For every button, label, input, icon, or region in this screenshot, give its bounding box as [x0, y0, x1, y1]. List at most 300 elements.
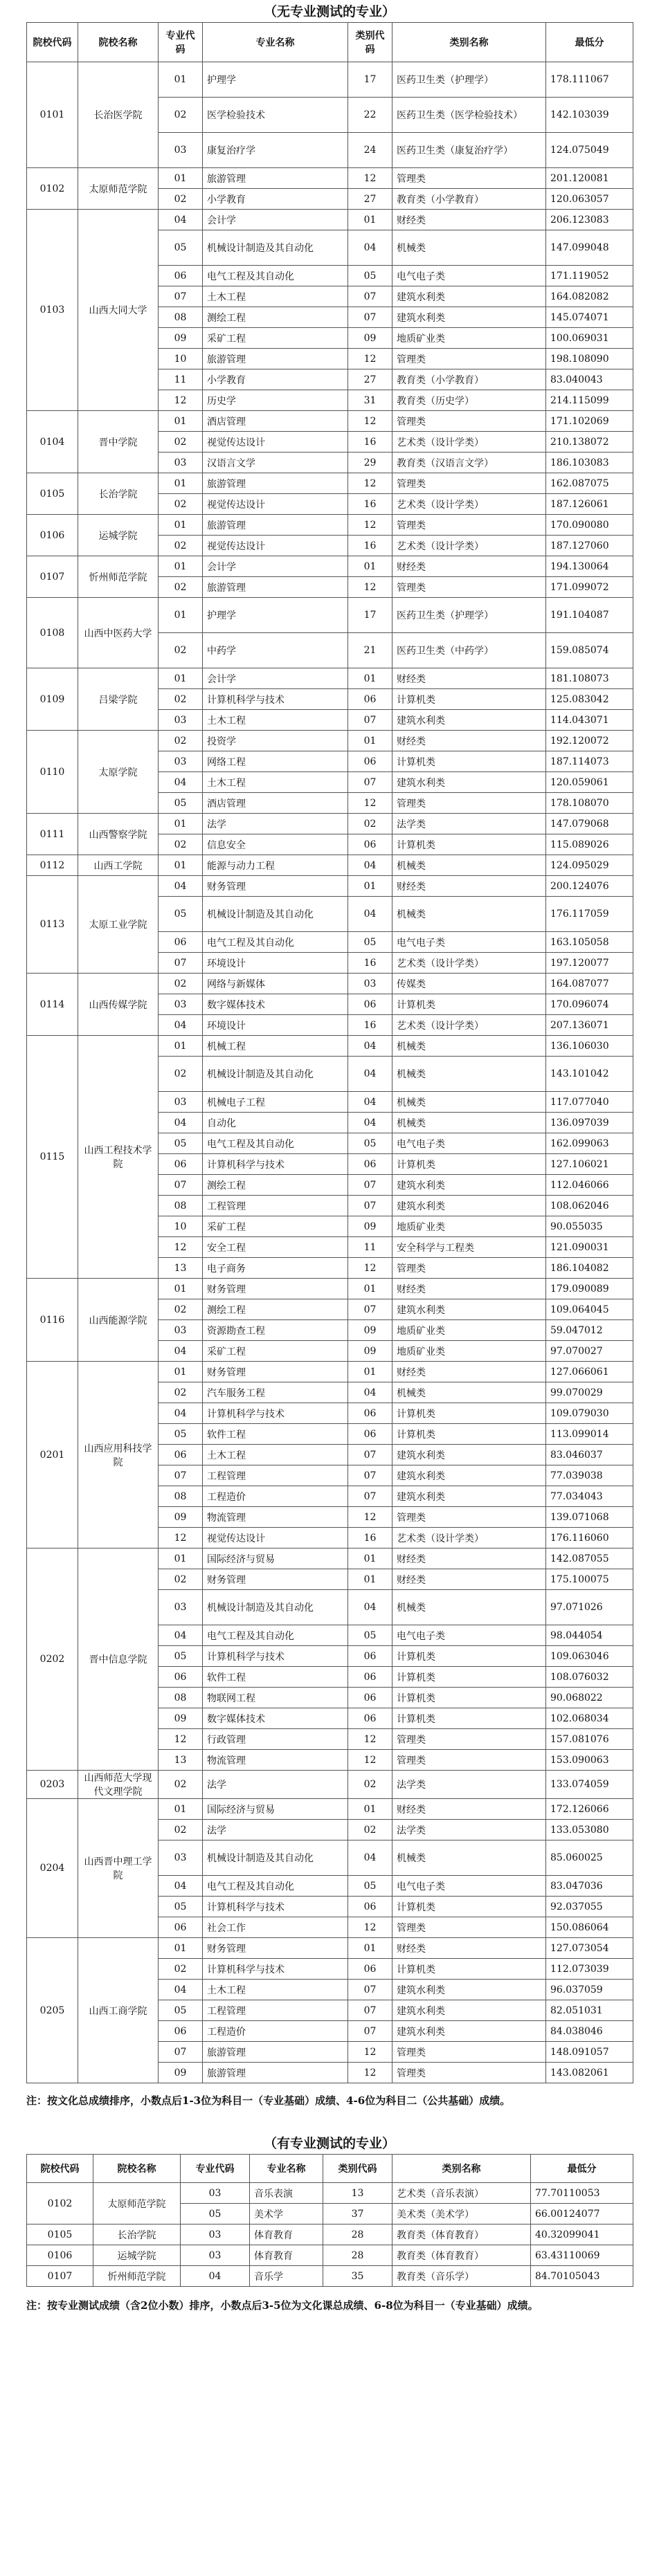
category-code-cell: 07 — [348, 1299, 392, 1320]
major-code-cell: 09 — [159, 1708, 203, 1729]
min-score-cell: 171.102069 — [546, 411, 633, 432]
min-score-cell: 172.126066 — [546, 1799, 633, 1820]
major-name-cell: 医学检验技术 — [203, 98, 348, 133]
major-name-cell: 中药学 — [203, 633, 348, 668]
major-name-cell: 采矿工程 — [203, 1341, 348, 1362]
category-code-cell: 05 — [348, 932, 392, 953]
school-code-cell: 0107 — [27, 2266, 93, 2287]
category-name-cell: 建筑水利类 — [392, 1445, 546, 1465]
category-code-cell: 12 — [348, 1750, 392, 1771]
major-code-cell: 05 — [159, 897, 203, 932]
major-name-cell: 电气工程及其自动化 — [203, 932, 348, 953]
min-score-cell: 198.108090 — [546, 349, 633, 369]
category-code-cell: 24 — [348, 133, 392, 168]
table-row — [27, 1279, 633, 1299]
min-score-cell: 124.075049 — [546, 133, 633, 168]
category-name-cell: 财经类 — [392, 876, 546, 897]
major-name-cell: 土木工程 — [203, 1445, 348, 1465]
category-code-cell: 31 — [348, 390, 392, 411]
min-score-cell: 148.091057 — [546, 2042, 633, 2063]
table-row — [27, 411, 633, 432]
major-name-cell: 计算机科学与技术 — [203, 1403, 348, 1424]
school-code-cell: 0110 — [27, 731, 78, 814]
major-name-cell: 物联网工程 — [203, 1688, 348, 1708]
min-score-cell: 157.081076 — [546, 1729, 633, 1750]
min-score-cell: 90.055035 — [546, 1216, 633, 1237]
major-code-cell: 01 — [159, 598, 203, 633]
category-name-cell: 财经类 — [392, 1279, 546, 1299]
table-row — [27, 2266, 633, 2287]
min-score-cell: 109.063046 — [546, 1646, 633, 1667]
min-score-cell: 159.085074 — [546, 633, 633, 668]
major-name-cell: 机械设计制造及其自动化 — [203, 897, 348, 932]
school-name-cell: 晋中学院 — [78, 411, 159, 473]
category-name-cell: 教育类（汉语言文学） — [392, 453, 546, 473]
major-name-cell: 资源勘查工程 — [203, 1320, 348, 1341]
major-code-cell: 01 — [159, 168, 203, 189]
major-name-cell: 土木工程 — [203, 710, 348, 731]
category-name-cell: 建筑水利类 — [392, 772, 546, 793]
major-name-cell: 会计学 — [203, 210, 348, 230]
min-score-cell: 98.044054 — [546, 1625, 633, 1646]
major-code-cell: 12 — [159, 390, 203, 411]
min-score-cell: 178.111067 — [546, 62, 633, 98]
table-row — [27, 598, 633, 633]
min-score-cell: 124.095029 — [546, 855, 633, 876]
major-name-cell: 视觉传达设计 — [203, 432, 348, 453]
category-name-cell: 计算机类 — [392, 1688, 546, 1708]
major-name-cell: 工程管理 — [203, 1465, 348, 1486]
category-code-cell: 28 — [323, 2245, 392, 2266]
school-code-cell: 0102 — [27, 2183, 93, 2225]
major-code-cell: 02 — [159, 1299, 203, 1320]
section2-title: （有专业测试的专业） — [263, 2136, 395, 2151]
min-score-cell: 164.087077 — [546, 974, 633, 994]
major-code-cell: 06 — [159, 266, 203, 286]
school-name-cell: 太原学院 — [78, 731, 159, 814]
major-name-cell: 工程造价 — [203, 1486, 348, 1507]
header-major-name: 专业名称 — [250, 2155, 323, 2183]
category-code-cell: 16 — [348, 432, 392, 453]
major-code-cell: 02 — [159, 98, 203, 133]
category-name-cell: 管理类 — [392, 1729, 546, 1750]
major-name-cell: 测绘工程 — [203, 307, 348, 328]
category-code-cell: 35 — [323, 2266, 392, 2287]
category-code-cell: 37 — [323, 2204, 392, 2225]
min-score-cell: 162.087075 — [546, 473, 633, 494]
major-code-cell: 08 — [159, 1688, 203, 1708]
min-score-cell: 121.090031 — [546, 1237, 633, 1258]
major-name-cell: 安全工程 — [203, 1237, 348, 1258]
major-code-cell: 09 — [159, 1507, 203, 1528]
major-code-cell: 01 — [159, 855, 203, 876]
major-name-cell: 康复治疗学 — [203, 133, 348, 168]
category-code-cell: 21 — [348, 633, 392, 668]
category-name-cell: 教育类（历史学） — [392, 390, 546, 411]
category-name-cell: 机械类 — [392, 855, 546, 876]
min-score-cell: 77.039038 — [546, 1465, 633, 1486]
category-name-cell: 医药卫生类（医学检验技术） — [392, 98, 546, 133]
category-code-cell: 07 — [348, 1980, 392, 2000]
major-code-cell: 02 — [159, 974, 203, 994]
category-code-cell: 01 — [348, 210, 392, 230]
major-name-cell: 土木工程 — [203, 286, 348, 307]
table-note: 注：按文化总成绩排序，小数点后1-3位为科目一（专业基础）成绩、4-6位为科目二（公共基础）成绩。 — [26, 2094, 511, 2107]
category-code-cell: 09 — [348, 328, 392, 349]
school-name-cell: 晋中信息学院 — [78, 1549, 159, 1771]
category-name-cell: 计算机类 — [392, 1897, 546, 1917]
category-code-cell: 07 — [348, 1175, 392, 1196]
table-row — [27, 473, 633, 494]
min-score-cell: 164.082082 — [546, 286, 633, 307]
category-code-cell: 16 — [348, 536, 392, 556]
min-score-cell: 187.126061 — [546, 494, 633, 515]
category-code-cell: 12 — [348, 168, 392, 189]
min-score-cell: 139.071068 — [546, 1507, 633, 1528]
category-code-cell: 04 — [348, 1590, 392, 1625]
major-name-cell: 旅游管理 — [203, 168, 348, 189]
category-name-cell: 财经类 — [392, 1362, 546, 1382]
major-code-cell: 05 — [181, 2204, 250, 2225]
category-name-cell: 管理类 — [392, 411, 546, 432]
category-name-cell: 计算机类 — [392, 1403, 546, 1424]
major-name-cell: 汽车服务工程 — [203, 1382, 348, 1403]
category-code-cell: 16 — [348, 1528, 392, 1549]
table-row — [27, 668, 633, 689]
min-score-cell: 179.090089 — [546, 1279, 633, 1299]
min-score-cell: 40.32099041 — [531, 2225, 633, 2245]
major-code-cell: 04 — [159, 1980, 203, 2000]
table-row — [27, 1799, 633, 1820]
school-code-cell: 0111 — [27, 814, 78, 855]
school-code-cell: 0106 — [27, 2245, 93, 2266]
category-name-cell: 地质矿业类 — [392, 1341, 546, 1362]
header-category-name: 类别名称 — [392, 2155, 531, 2183]
major-code-cell: 02 — [159, 1569, 203, 1590]
category-name-cell: 财经类 — [392, 1569, 546, 1590]
major-code-cell: 05 — [159, 1133, 203, 1154]
major-code-cell: 05 — [159, 230, 203, 266]
header-major-code: 专业代码 — [159, 23, 203, 62]
header-major-code: 专业代码 — [181, 2155, 250, 2183]
min-score-cell: 192.120072 — [546, 731, 633, 751]
min-score-cell: 206.123083 — [546, 210, 633, 230]
major-code-cell: 02 — [159, 432, 203, 453]
header-school-code: 院校代码 — [27, 23, 78, 62]
header-category-code: 类别代码 — [348, 23, 392, 62]
category-name-cell: 教育类（体育教育） — [392, 2225, 531, 2245]
table-row — [27, 876, 633, 897]
table-row — [27, 2245, 633, 2266]
major-name-cell: 环境设计 — [203, 1015, 348, 1036]
category-code-cell: 27 — [348, 189, 392, 210]
min-score-cell: 117.077040 — [546, 1092, 633, 1113]
category-code-cell: 06 — [348, 1897, 392, 1917]
category-code-cell: 01 — [348, 1569, 392, 1590]
category-name-cell: 计算机类 — [392, 1708, 546, 1729]
major-name-cell: 机械设计制造及其自动化 — [203, 230, 348, 266]
school-name-cell: 太原师范学院 — [93, 2183, 181, 2225]
category-code-cell: 12 — [348, 515, 392, 536]
category-code-cell: 06 — [348, 994, 392, 1015]
table-row — [27, 210, 633, 230]
category-name-cell: 教育类（小学教育） — [392, 369, 546, 390]
min-score-cell: 176.117059 — [546, 897, 633, 932]
major-code-cell: 01 — [159, 1799, 203, 1820]
category-name-cell: 建筑水利类 — [392, 307, 546, 328]
category-name-cell: 计算机类 — [392, 834, 546, 855]
major-code-cell: 05 — [159, 1424, 203, 1445]
min-score-cell: 145.074071 — [546, 307, 633, 328]
major-name-cell: 旅游管理 — [203, 473, 348, 494]
category-code-cell: 09 — [348, 1216, 392, 1237]
major-code-cell: 02 — [159, 189, 203, 210]
category-name-cell: 管理类 — [392, 349, 546, 369]
min-score-cell: 127.106021 — [546, 1154, 633, 1175]
major-name-cell: 护理学 — [203, 598, 348, 633]
major-name-cell: 视觉传达设计 — [203, 536, 348, 556]
min-score-cell: 142.103039 — [546, 98, 633, 133]
category-code-cell: 12 — [348, 1507, 392, 1528]
major-name-cell: 采矿工程 — [203, 1216, 348, 1237]
category-name-cell: 计算机类 — [392, 1667, 546, 1688]
category-name-cell: 地质矿业类 — [392, 1216, 546, 1237]
school-name-cell: 山西工商学院 — [78, 1938, 159, 2083]
major-name-cell: 机械设计制造及其自动化 — [203, 1057, 348, 1092]
major-code-cell: 02 — [159, 494, 203, 515]
min-score-cell: 142.087055 — [546, 1549, 633, 1569]
major-code-cell: 04 — [159, 876, 203, 897]
major-name-cell: 财务管理 — [203, 1569, 348, 1590]
major-name-cell: 计算机科学与技术 — [203, 689, 348, 710]
table-body — [27, 62, 633, 2083]
min-score-cell: 112.073039 — [546, 1959, 633, 1980]
category-name-cell: 管理类 — [392, 2063, 546, 2083]
major-code-cell: 01 — [159, 62, 203, 98]
major-code-cell: 13 — [159, 1258, 203, 1279]
major-name-cell: 软件工程 — [203, 1667, 348, 1688]
min-score-cell: 136.097039 — [546, 1113, 633, 1133]
major-name-cell: 护理学 — [203, 62, 348, 98]
min-score-cell: 186.104082 — [546, 1258, 633, 1279]
min-score-cell: 109.079030 — [546, 1403, 633, 1424]
category-name-cell: 管理类 — [392, 473, 546, 494]
category-name-cell: 电气电子类 — [392, 1876, 546, 1897]
major-name-cell: 软件工程 — [203, 1424, 348, 1445]
school-name-cell: 长治学院 — [93, 2225, 181, 2245]
category-code-cell: 07 — [348, 307, 392, 328]
min-score-cell: 170.096074 — [546, 994, 633, 1015]
major-name-cell: 体育教育 — [250, 2245, 323, 2266]
category-name-cell: 艺术类（音乐表演） — [392, 2183, 531, 2204]
min-score-cell: 77.70110053 — [531, 2183, 633, 2204]
table-body — [27, 2183, 633, 2287]
major-name-cell: 财务管理 — [203, 1938, 348, 1959]
category-code-cell: 06 — [348, 751, 392, 772]
category-code-cell: 12 — [348, 2063, 392, 2083]
major-code-cell: 01 — [159, 1279, 203, 1299]
major-name-cell: 测绘工程 — [203, 1299, 348, 1320]
school-name-cell: 山西能源学院 — [78, 1279, 159, 1362]
min-score-cell: 96.037059 — [546, 1980, 633, 2000]
min-score-cell: 200.124076 — [546, 876, 633, 897]
category-name-cell: 医药卫生类（中药学） — [392, 633, 546, 668]
category-code-cell: 12 — [348, 1258, 392, 1279]
min-score-cell: 207.136071 — [546, 1015, 633, 1036]
min-score-cell: 109.064045 — [546, 1299, 633, 1320]
major-name-cell: 音乐学 — [250, 2266, 323, 2287]
category-name-cell: 财经类 — [392, 556, 546, 577]
major-code-cell: 07 — [159, 953, 203, 974]
major-code-cell: 04 — [159, 1625, 203, 1646]
min-score-cell: 102.068034 — [546, 1708, 633, 1729]
category-name-cell: 电气电子类 — [392, 932, 546, 953]
min-score-cell: 176.116060 — [546, 1528, 633, 1549]
table-row — [27, 62, 633, 98]
category-name-cell: 机械类 — [392, 1057, 546, 1092]
school-name-cell: 山西警察学院 — [78, 814, 159, 855]
header-min-score: 最低分 — [531, 2155, 633, 2183]
category-code-cell: 06 — [348, 1959, 392, 1980]
table-row — [27, 1036, 633, 1057]
major-name-cell: 环境设计 — [203, 953, 348, 974]
category-name-cell: 地质矿业类 — [392, 328, 546, 349]
school-code-cell: 0108 — [27, 598, 78, 668]
major-name-cell: 计算机科学与技术 — [203, 1897, 348, 1917]
major-code-cell: 04 — [159, 1113, 203, 1133]
category-code-cell: 04 — [348, 1036, 392, 1057]
min-score-cell: 187.114073 — [546, 751, 633, 772]
category-code-cell: 07 — [348, 710, 392, 731]
school-code-cell: 0104 — [27, 411, 78, 473]
category-code-cell: 12 — [348, 349, 392, 369]
major-code-cell: 04 — [159, 772, 203, 793]
min-score-cell: 163.105058 — [546, 932, 633, 953]
category-name-cell: 艺术类（设计学类） — [392, 1528, 546, 1549]
school-code-cell: 0112 — [27, 855, 78, 876]
min-score-cell: 84.70105043 — [531, 2266, 633, 2287]
min-score-cell: 120.059061 — [546, 772, 633, 793]
min-score-cell: 108.076032 — [546, 1667, 633, 1688]
min-score-cell: 210.138072 — [546, 432, 633, 453]
header-major-name: 专业名称 — [203, 23, 348, 62]
header-school-name: 院校名称 — [78, 23, 159, 62]
min-score-cell: 77.034043 — [546, 1486, 633, 1507]
major-code-cell: 04 — [159, 1403, 203, 1424]
min-score-cell: 97.070027 — [546, 1341, 633, 1362]
category-code-cell: 12 — [348, 1729, 392, 1750]
header-school-code: 院校代码 — [27, 2155, 93, 2183]
category-code-cell: 01 — [348, 1362, 392, 1382]
major-name-cell: 电气工程及其自动化 — [203, 1876, 348, 1897]
table-row — [27, 2183, 633, 2204]
category-code-cell: 07 — [348, 1196, 392, 1216]
header-category-name: 类别名称 — [392, 23, 546, 62]
min-score-cell: 147.079068 — [546, 814, 633, 834]
category-code-cell: 04 — [348, 1382, 392, 1403]
major-name-cell: 旅游管理 — [203, 2063, 348, 2083]
category-name-cell: 艺术类（设计学类） — [392, 494, 546, 515]
major-name-cell: 自动化 — [203, 1113, 348, 1133]
school-name-cell: 长治学院 — [78, 473, 159, 515]
table-header-row — [27, 2155, 633, 2183]
category-code-cell: 16 — [348, 953, 392, 974]
min-score-cell: 120.063057 — [546, 189, 633, 210]
min-score-cell: 178.108070 — [546, 793, 633, 814]
category-code-cell: 22 — [348, 98, 392, 133]
category-name-cell: 财经类 — [392, 1799, 546, 1820]
major-name-cell: 历史学 — [203, 390, 348, 411]
category-code-cell: 13 — [323, 2183, 392, 2204]
category-name-cell: 医药卫生类（护理学） — [392, 598, 546, 633]
category-code-cell: 06 — [348, 689, 392, 710]
table-row — [27, 1549, 633, 1569]
category-code-cell: 04 — [348, 1113, 392, 1133]
category-name-cell: 财经类 — [392, 1549, 546, 1569]
table-row — [27, 515, 633, 536]
category-name-cell: 建筑水利类 — [392, 1465, 546, 1486]
major-code-cell: 03 — [159, 1092, 203, 1113]
major-name-cell: 会计学 — [203, 668, 348, 689]
min-score-cell: 201.120081 — [546, 168, 633, 189]
category-code-cell: 04 — [348, 1092, 392, 1113]
major-name-cell: 体育教育 — [250, 2225, 323, 2245]
major-code-cell: 07 — [159, 286, 203, 307]
min-score-cell: 143.101042 — [546, 1057, 633, 1092]
major-name-cell: 机械电子工程 — [203, 1092, 348, 1113]
table-row — [27, 168, 633, 189]
min-score-cell: 125.083042 — [546, 689, 633, 710]
category-name-cell: 艺术类（设计学类） — [392, 1015, 546, 1036]
min-score-cell: 171.099072 — [546, 577, 633, 598]
category-name-cell: 教育类（音乐学） — [392, 2266, 531, 2287]
min-score-cell: 170.090080 — [546, 515, 633, 536]
school-name-cell: 山西大同大学 — [78, 210, 159, 411]
category-name-cell: 管理类 — [392, 577, 546, 598]
min-score-cell: 133.074059 — [546, 1771, 633, 1799]
major-code-cell: 08 — [159, 307, 203, 328]
category-name-cell: 建筑水利类 — [392, 1980, 546, 2000]
school-name-cell: 长治医学院 — [78, 62, 159, 168]
major-name-cell: 电气工程及其自动化 — [203, 266, 348, 286]
major-code-cell: 03 — [159, 994, 203, 1015]
min-score-cell: 187.127060 — [546, 536, 633, 556]
major-name-cell: 视觉传达设计 — [203, 494, 348, 515]
category-code-cell: 07 — [348, 2021, 392, 2042]
major-name-cell: 小学教育 — [203, 189, 348, 210]
major-code-cell: 03 — [159, 710, 203, 731]
major-name-cell: 会计学 — [203, 556, 348, 577]
major-code-cell: 13 — [159, 1750, 203, 1771]
major-name-cell: 电气工程及其自动化 — [203, 1133, 348, 1154]
min-score-cell: 112.046066 — [546, 1175, 633, 1196]
min-score-cell: 100.069031 — [546, 328, 633, 349]
category-code-cell: 17 — [348, 62, 392, 98]
category-code-cell: 17 — [348, 598, 392, 633]
major-name-cell: 机械设计制造及其自动化 — [203, 1840, 348, 1876]
min-score-cell: 66.00124077 — [531, 2204, 633, 2225]
school-name-cell: 忻州师范学院 — [78, 556, 159, 598]
school-name-cell: 山西中医药大学 — [78, 598, 159, 668]
major-code-cell: 08 — [159, 1486, 203, 1507]
category-name-cell: 机械类 — [392, 1590, 546, 1625]
major-code-cell: 02 — [159, 1820, 203, 1840]
category-name-cell: 计算机类 — [392, 1154, 546, 1175]
category-code-cell: 01 — [348, 668, 392, 689]
category-code-cell: 04 — [348, 1057, 392, 1092]
major-name-cell: 土木工程 — [203, 772, 348, 793]
major-code-cell: 06 — [159, 932, 203, 953]
